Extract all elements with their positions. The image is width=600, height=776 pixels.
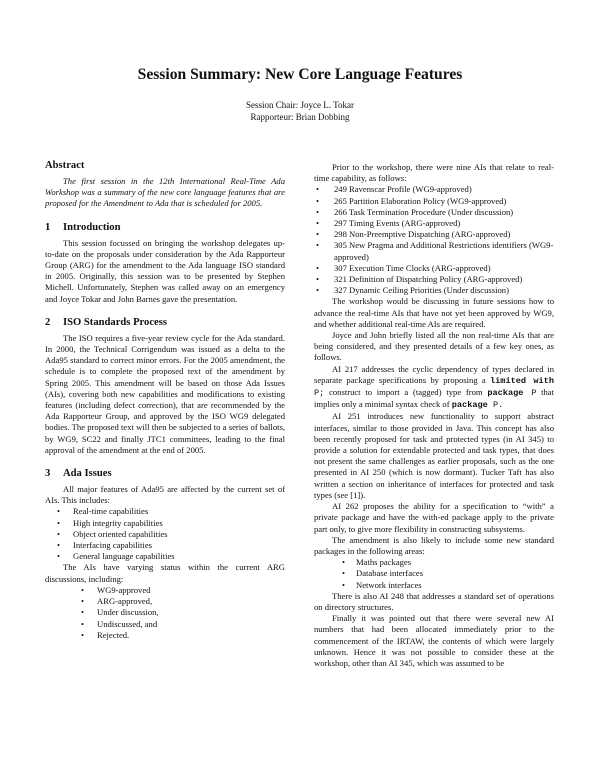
list-item: • Object oriented capabilities bbox=[45, 529, 285, 540]
section-1-heading bbox=[45, 221, 285, 234]
right-paragraph-4: AI 217 addresses the cyclic dependency of types declared in separate package specifications by proposing a limited with P; construct to import a (tagged) type from package P that implies only a minimal syntax check of package P. bbox=[314, 363, 554, 411]
list-item: • Maths packages bbox=[314, 557, 554, 568]
list-item: • WG9-approved bbox=[45, 585, 285, 596]
list-item: • Undiscussed, and bbox=[45, 619, 285, 630]
right-column bbox=[314, 162, 554, 669]
status-intro: The AIs have varying status within the current ARG discussions, including: bbox=[45, 562, 285, 584]
abstract-heading: Abstract bbox=[45, 160, 85, 171]
right-paragraph-1: Prior to the workshop, there were nine AIs that relate to real-time capability, as follows: bbox=[314, 162, 554, 184]
section-1-text: This session focussed on bringing the workshop delegates up-to-date on the proposals under consideration by the Ada Rapporteur Group (ARG) for the amendment to the Ada language ISO standard in 2005. Originally, this session was to be presented by Stephen Michell. Unfortunately, Stephen was called away on an emergency and Joyce Tokar and John Barnes gave the presentation. bbox=[45, 237, 285, 304]
list-item: • 266 Task Termination Procedure (Under discussion) bbox=[314, 207, 554, 218]
section-3-number: 3 bbox=[45, 468, 51, 480]
right-paragraph-6: AI 262 proposes the ability for a specification to “with” a private package and have the with-ed package apply to the private part only, to give more flexibility in constructing subsystems. bbox=[314, 501, 554, 534]
section-3-title: Ada Issues bbox=[63, 468, 112, 480]
keyword-package: package bbox=[487, 388, 524, 399]
list-item: • 265 Partition Elaboration Policy (WG9-approved) bbox=[314, 196, 554, 207]
list-item: • 321 Definition of Dispatching Policy (ARG-approved) bbox=[314, 274, 554, 285]
section-1-number: 1 bbox=[45, 221, 51, 233]
list-item: • Network interfaces bbox=[314, 580, 554, 591]
list-item: • High integrity capabilities bbox=[45, 518, 285, 529]
packages-list bbox=[314, 557, 554, 591]
list-item: • Database interfaces bbox=[314, 568, 554, 579]
list-item: • 297 Timing Events (ARG-approved) bbox=[314, 218, 554, 229]
realtime-ai-list bbox=[314, 184, 554, 296]
list-item: • 327 Dynamic Ceiling Priorities (Under discussion) bbox=[314, 285, 554, 296]
list-item: • Interfacing capabilities bbox=[45, 540, 285, 551]
session-meta bbox=[0, 99, 600, 123]
section-3-heading bbox=[45, 467, 285, 480]
keyword-package: package bbox=[451, 400, 488, 411]
keyword-limited-with: limited with bbox=[489, 375, 554, 386]
section-1-title: Introduction bbox=[63, 221, 121, 233]
abstract-text: The first session in the 12th International Real-Time Ada Workshop was a summary of the new core language features that are proposed for the Amendment to Ada that is scheduled for 2005. bbox=[45, 176, 285, 209]
right-paragraph-9: Finally it was pointed out that there were several new AI numbers that had been allocated immediately prior to the commencement of the IRTAW, the contents of which were largely unknown. Hence it was not possible to consider these at the workshop, other than AI 345, which was assumed to be bbox=[314, 613, 554, 668]
section-2-number: 2 bbox=[45, 316, 51, 328]
right-paragraph-7: The amendment is also likely to include some new standard packages in the following areas: bbox=[314, 534, 554, 556]
list-item: • Under discussion, bbox=[45, 607, 285, 618]
section-2-text: The ISO requires a five-year review cycle for the Ada standard. In 2000, the Technical Corrigendum was issued as a delta to the Ada95 standard to correct minor errors. For the 2005 amendment, the schedule is to complete the proposed text of the amendment by Spring 2005. This amendment will be based on those Ada Issues (AIs), covering both new capabilities and modifications to existing features (including defect correction), that are recommended by the Ada Rapporteur Group, and approved by the ISO WG9 delegated bodies. The proposed text will then be subjected to a series of ballots, by WG9, SC22 and finally JTC1 committees, leading to the final approval of the amendment at the end of 2005. bbox=[45, 332, 285, 455]
list-item: • General language capabilities bbox=[45, 551, 285, 562]
features-list bbox=[45, 506, 285, 562]
right-paragraph-5: AI 251 introduces new functionality to support abstract interfaces, similar to those provided in Java. This concept has also been recently proposed for task and protected types (in AI 345) to provide a solution for extendable protected and task types, that does not present the same challenges as earlier proposals, such as the one presented in AI 250 (which is now dormant). Tucker Taft has also written a section on inheritance of interfaces for protected and task types (see [1]). bbox=[314, 411, 554, 500]
left-column bbox=[45, 159, 285, 641]
list-item: • 305 New Pragma and Additional Restrictions identifiers (WG9-approved) bbox=[314, 240, 554, 262]
right-paragraph-8: There is also AI 248 that addresses a standard set of operations on directory structures. bbox=[314, 590, 554, 612]
list-item: • ARG-approved, bbox=[45, 596, 285, 607]
status-list bbox=[45, 585, 285, 641]
section-2-heading bbox=[45, 316, 285, 329]
section-3-intro: All major features of Ada95 are affected by the current set of AIs. This includes: bbox=[45, 484, 285, 506]
section-2-title: ISO Standards Process bbox=[63, 316, 167, 328]
session-chair: Session Chair: Joyce L. Tokar bbox=[246, 100, 354, 110]
list-item: • Real-time capabilities bbox=[45, 506, 285, 517]
right-paragraph-3: Joyce and John briefly listed all the non real-time AIs that are being considered, and they presented details of a few key ones, as follows. bbox=[314, 330, 554, 363]
session-rapporteur: Rapporteur: Brian Dobbing bbox=[250, 112, 350, 122]
right-paragraph-2: The workshop would be discussing in future sessions how to advance the real-time AIs that have not yet been approved by WG9, and whether additional real-time AIs are required. bbox=[314, 296, 554, 329]
list-item: • Rejected. bbox=[45, 630, 285, 641]
list-item: • 249 Ravenscar Profile (WG9-approved) bbox=[314, 184, 554, 195]
page-title: Session Summary: New Core Language Features bbox=[137, 66, 463, 83]
list-item: • 307 Execution Time Clocks (ARG-approved) bbox=[314, 263, 554, 274]
list-item: • 298 Non-Preemptive Dispatching (ARG-approved) bbox=[314, 229, 554, 240]
